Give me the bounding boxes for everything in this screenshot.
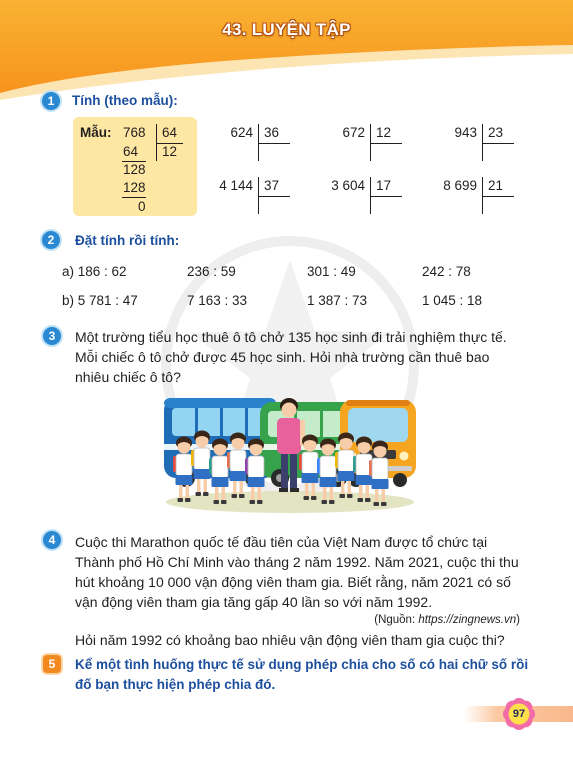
dividend: 943 [454,125,477,140]
exercise-4-text [75,532,519,612]
division-problem [342,124,404,161]
text-line: Mỗi chiếc ô tô chở được 45 học sinh. Hỏi nhà trường cần thuê bao [75,349,490,365]
text-line: đố bạn thực hiện phép chia đó. [75,677,276,692]
expression-a: 242 : 78 [422,264,471,279]
sample-step: 128 [123,162,146,177]
exercise-number: 1 [47,94,55,108]
expression-b: b) 5 781 : 47 [62,293,138,308]
exercise-number: 5 [48,657,56,671]
page-number: 97 [512,708,526,720]
exercise-1-title: Tính (theo mẫu): [72,93,178,108]
dividend: 4 144 [219,178,253,193]
dividend: 3 604 [331,178,365,193]
header-banner [0,0,573,100]
exercise-2-title: Đặt tính rồi tính: [75,233,180,248]
exercise-4-badge [43,531,61,549]
divisor: 21 [488,178,504,193]
expression-b: 1 387 : 73 [307,293,368,308]
exercise-number: 2 [47,233,55,247]
source-prefix: (Nguồn: [374,614,419,626]
lesson-title: 43. LUYỆN TẬP [222,20,351,39]
expression-b: 7 163 : 33 [187,293,248,308]
exercise-5-text [75,655,528,695]
exercise-5-badge [43,655,61,673]
sample-dividend: 768 [123,125,146,140]
dividend: 8 699 [443,178,477,193]
text-line: vận động viên tham gia tăng gấp 40 lần so với năm 1992. [75,594,433,610]
division-horizontal-line [482,196,514,197]
expression-a: 301 : 49 [307,264,356,279]
text-line: Một trường tiểu học thuê ô tô chở 135 học sinh đi trải nghiệm thực tế. [75,329,507,345]
dividend: 672 [342,125,365,140]
exercise-1-badge [42,92,60,110]
source-citation [374,612,520,628]
divisor: 36 [264,125,280,140]
text-line: Kể một tình huống thực tế sử dụng phép chia cho số có hai chữ số rồi [75,657,529,672]
expression-a: 236 : 59 [187,264,236,279]
exercise-number: 4 [48,533,56,547]
text-line: Thành phố Hồ Chí Minh vào tháng 2 năm 1992. Năm 2021, cuộc thi thu [75,554,519,570]
exercise-number: 3 [48,329,56,343]
division-problem [219,177,292,214]
division-horizontal-line [370,196,402,197]
subtraction-line [122,197,146,198]
source-suffix: ) [516,614,520,626]
divisor: 17 [376,178,392,193]
divisor: 23 [488,125,504,140]
division-horizontal-line [482,143,514,144]
text-line: hút khoảng 10 000 vận động viên tham gia. Biết rằng, năm 2021 có số [75,574,511,590]
division-horizontal-line [258,196,290,197]
divisor: 37 [264,178,280,193]
exercise-3-text [75,327,507,387]
expression-b: 1 045 : 18 [422,293,483,308]
division-problem [331,177,404,214]
text-line: Cuộc thi Marathon quốc tế đầu tiên của Việt Nam được tổ chức tại [75,534,488,550]
division-horizontal-line [370,143,402,144]
exercise-4-question: Hỏi năm 1992 có khoảng bao nhiêu vận động viên tham gia cuộc thi? [75,632,505,648]
division-problem [454,124,516,161]
sample-remainder: 0 [138,199,146,214]
expression-a: a) 186 : 62 [62,264,127,279]
sample-box [73,117,197,216]
division-problem [443,177,516,214]
exercise-3-badge [43,327,61,345]
exercise-2-badge [42,231,60,249]
text-line: nhiêu chiếc ô tô? [75,369,181,385]
sample-quotient: 12 [162,144,178,159]
sample-step: 64 [123,144,139,159]
sample-divisor: 64 [162,125,178,140]
buses-illustration [160,390,420,515]
sample-label: Mẫu: [80,125,112,140]
dividend: 624 [230,125,253,140]
division-horizontal-line [258,143,290,144]
source-url: https://zingnews.vn [418,614,517,626]
sample-step: 128 [123,180,146,195]
divisor: 12 [376,125,392,140]
division-problem [230,124,292,161]
